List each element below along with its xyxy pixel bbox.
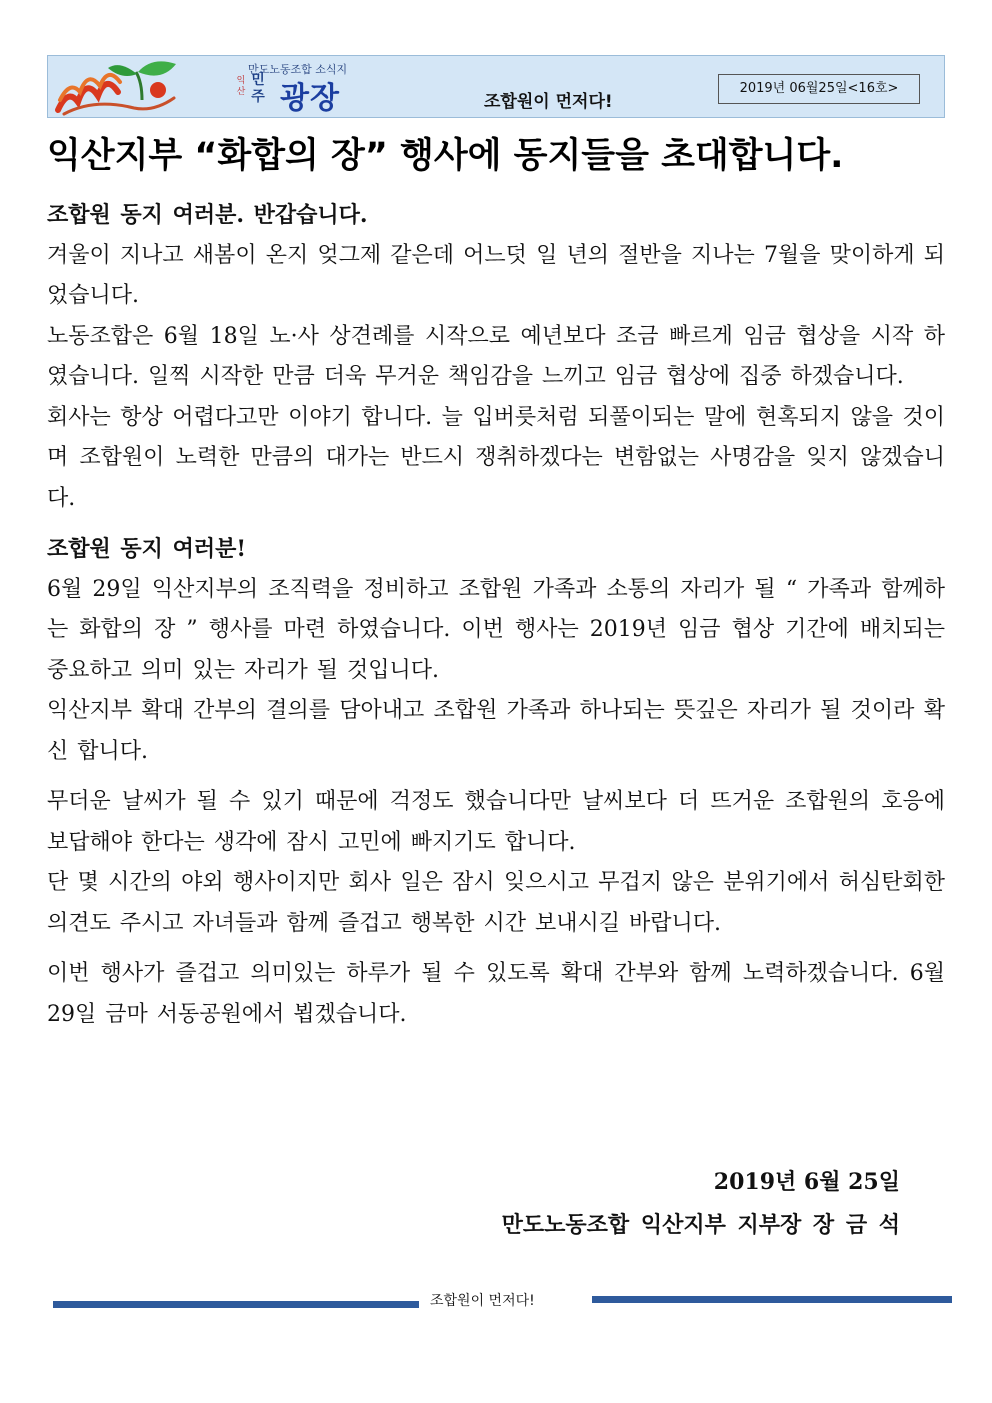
signature-name: 만도노동조합 익산지부 지부장 장 금 석 xyxy=(501,1212,900,1238)
header-banner xyxy=(47,55,945,118)
header-slogan: 조합원이 먼저다! xyxy=(484,92,613,112)
page-title: 익산지부 “화합의 장” 행사에 동지들을 초대합니다. xyxy=(47,136,844,176)
signature-date: 2019년 6월 25일 xyxy=(713,1169,900,1195)
paragraph-outdoor: 단 몇 시간의 야외 행사이지만 회사 일은 잠시 잊으시고 무겁지 않은 분위기에서 허심탄회한 의견도 주시고 자녀들과 함께 즐겁고 행복한 시간 보내시길 바랍니다. xyxy=(47,870,945,936)
footer-slogan: 조합원이 먼저다! xyxy=(430,1293,535,1309)
greeting-2: 조합원 동지 여러분! xyxy=(47,536,246,562)
footer-divider-right xyxy=(592,1296,952,1303)
region-label: 익산 xyxy=(236,76,246,97)
paragraph-resolve: 익산지부 확대 간부의 결의를 담아내고 조합원 가족과 하나되는 뜻깊은 자리가 될 것이라 확신 합니다. xyxy=(47,698,945,764)
greeting-1: 조합원 동지 여러분. 반갑습니다. xyxy=(47,202,368,228)
newsletter-subtitle: 만도노동조합 소식지 xyxy=(248,63,348,76)
newsletter-title: 광장 xyxy=(280,81,340,116)
paragraph-closing: 이번 행사가 즐겁고 의미있는 하루가 될 수 있도록 확대 간부와 함께 노력하겠습니다. 6월 29일 금마 서동공원에서 뵙겠습니다. xyxy=(47,961,945,1027)
leaf-wave-logo xyxy=(54,58,184,116)
paragraph-season: 겨울이 지나고 새봄이 온지 엊그제 같은데 어느덧 일 년의 절반을 지나는 7월을 맞이하게 되었습니다. xyxy=(47,242,945,308)
letter-body xyxy=(47,195,945,1035)
paragraph-company: 회사는 항상 어렵다고만 이야기 합니다. 늘 입버릇처럼 되풀이되는 말에 현혹되지 않을 것이며 조합원이 노력한 만큼의 대가는 반드시 쟁취하겠다는 변함없는 사명감을 잊지 않겠습니다. xyxy=(47,404,945,511)
paragraph-event: 6월 29일 익산지부의 조직력을 정비하고 조합원 가족과 소통의 자리가 될 “ 가족과 함께하는 화합의 장 ” 행사를 마련 하였습니다. 이번 행사는 2019년 임금 협상 기간에 배치되는 중요하고 의미 있는 자리가 될 것입니다. xyxy=(47,576,945,683)
issue-date-box: 2019년 06월25일<16호> xyxy=(718,74,920,104)
paragraph-wage-talks: 노동조합은 6월 18일 노·사 상견례를 시작으로 예년보다 조금 빠르게 임금 협상을 시작 하였습니다. 일찍 시작한 만큼 더욱 무거운 책임감을 느끼고 임금 협상에 집중 하겠습니다. xyxy=(47,323,945,389)
footer-divider-left xyxy=(53,1301,419,1308)
minju-label: 민주 xyxy=(251,72,265,105)
paragraph-weather: 무더운 날씨가 될 수 있기 때문에 걱정도 했습니다만 날씨보다 더 뜨거운 조합원의 호응에 보답해야 한다는 생각에 잠시 고민에 빠지기도 합니다. xyxy=(47,789,945,855)
